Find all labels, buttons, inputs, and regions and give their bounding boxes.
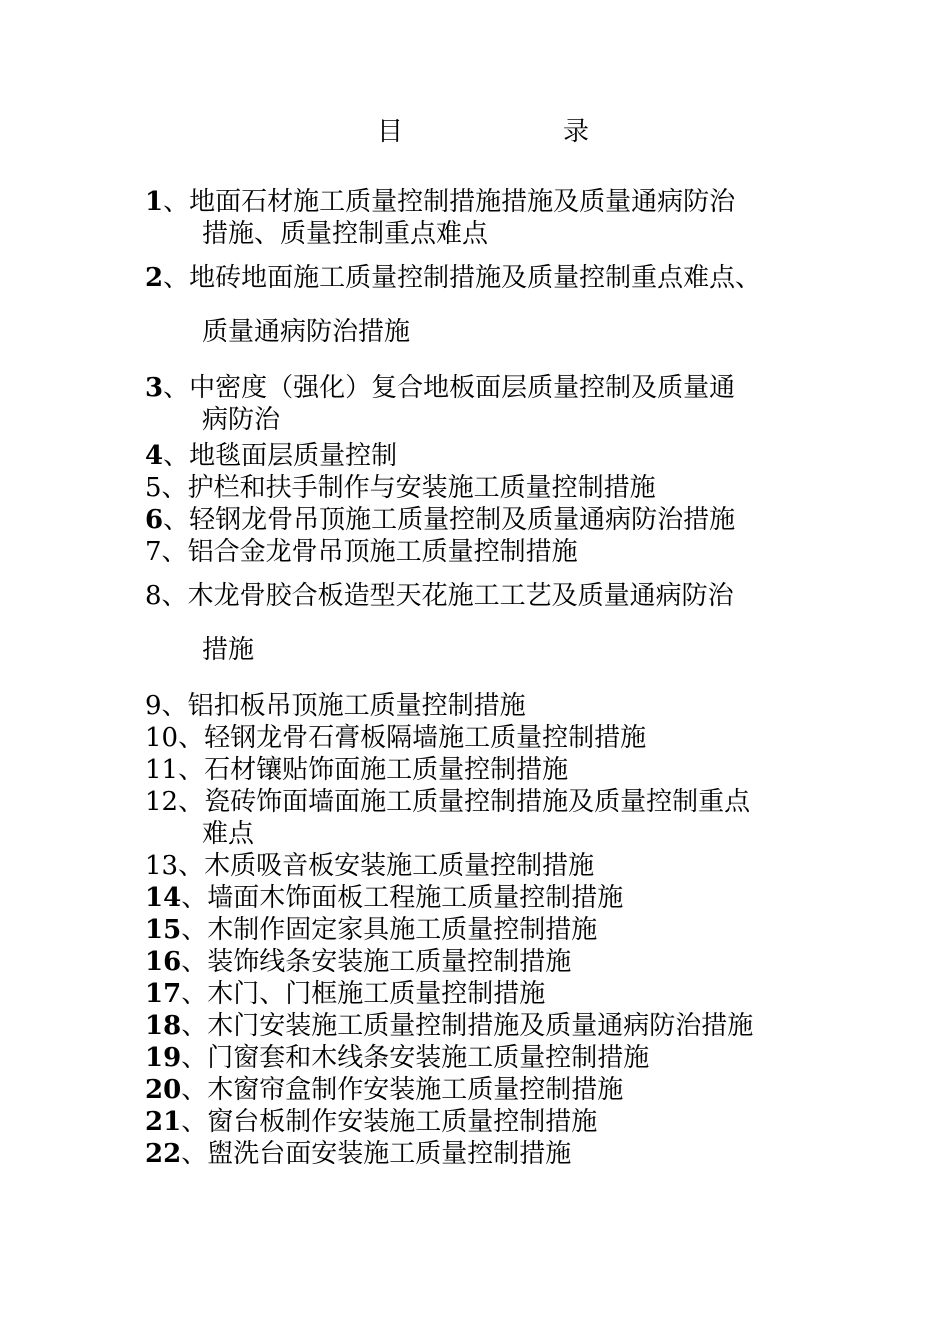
toc-entry-number: 22 xyxy=(145,1139,182,1169)
toc-entry-separator: 、 xyxy=(163,187,190,217)
toc-entry-separator: 、 xyxy=(181,1011,208,1041)
toc-entry-line xyxy=(145,1138,825,1170)
toc-entry-text: 墙面木饰面板工程施工质量控制措施 xyxy=(207,883,624,913)
toc-entry xyxy=(145,786,825,850)
toc-entry-number: 18 xyxy=(145,1011,182,1041)
toc-entry-separator: 、 xyxy=(181,1043,208,1073)
toc-entry-line xyxy=(145,1074,825,1106)
toc-entry-number: 21 xyxy=(145,1107,182,1137)
toc-entry-line xyxy=(145,850,825,882)
toc-entry xyxy=(145,722,825,754)
toc-entry-text: 门窗套和木线条安装施工质量控制措施 xyxy=(207,1043,650,1073)
toc-entry-separator: 、 xyxy=(181,883,208,913)
toc-entry-number: 8 xyxy=(145,581,162,611)
toc-entry xyxy=(145,186,825,250)
toc-entry-line xyxy=(145,440,825,472)
toc-entry-text: 石材镶贴饰面施工质量控制措施 xyxy=(204,755,569,785)
toc-entry xyxy=(145,850,825,882)
toc-entry xyxy=(145,580,825,666)
toc-entry-continuation: 措施、质量控制重点难点 xyxy=(202,219,489,249)
toc-entry-separator: 、 xyxy=(181,915,208,945)
toc-entry-separator: 、 xyxy=(181,947,208,977)
toc-list xyxy=(145,186,825,1170)
toc-entry xyxy=(145,1074,825,1106)
toc-entry-number: 6 xyxy=(145,505,164,535)
toc-entry xyxy=(145,1138,825,1170)
toc-entry xyxy=(145,472,825,504)
toc-entry-text: 护栏和扶手制作与安装施工质量控制措施 xyxy=(187,473,656,503)
toc-entry xyxy=(145,1106,825,1138)
toc-entry-number: 4 xyxy=(145,441,164,471)
toc-entry-number: 16 xyxy=(145,947,182,977)
toc-entry-text: 铝扣板吊顶施工质量控制措施 xyxy=(187,691,526,721)
toc-entry-number: 10 xyxy=(145,723,179,753)
toc-entry xyxy=(145,978,825,1010)
toc-entry-number: 7 xyxy=(145,537,162,567)
toc-entry-text: 轻钢龙骨石膏板隔墙施工质量控制措施 xyxy=(204,723,647,753)
toc-entry-line xyxy=(145,882,825,914)
toc-entry-separator: 、 xyxy=(178,723,205,753)
toc-entry-separator: 、 xyxy=(181,979,208,1009)
toc-entry-line xyxy=(145,186,825,218)
toc-entry-line xyxy=(145,1106,825,1138)
toc-entry-separator: 、 xyxy=(181,1107,208,1137)
toc-entry-number: 15 xyxy=(145,915,182,945)
toc-entry-text: 地砖地面施工质量控制措施及质量控制重点难点、 xyxy=(189,263,762,293)
toc-entry-continuation: 措施 xyxy=(202,635,255,665)
toc-entry xyxy=(145,914,825,946)
toc-entry xyxy=(145,1042,825,1074)
toc-title-right: 录 xyxy=(563,117,590,147)
toc-entry-text: 窗台板制作安装施工质量控制措施 xyxy=(207,1107,598,1137)
toc-entry-number: 14 xyxy=(145,883,182,913)
toc-entry-separator: 、 xyxy=(163,373,190,403)
toc-entry-text: 地毯面层质量控制 xyxy=(189,441,398,471)
toc-entry-line xyxy=(145,722,825,754)
toc-entry-text: 木门、门框施工质量控制措施 xyxy=(207,979,546,1009)
toc-entry-line xyxy=(145,946,825,978)
toc-entry-continuation: 病防治 xyxy=(202,405,281,435)
toc-entry xyxy=(145,536,825,568)
toc-entry-line xyxy=(145,914,825,946)
toc-entry-number: 17 xyxy=(145,979,182,1009)
toc-entry xyxy=(145,504,825,536)
toc-entry-text: 盥洗台面安装施工质量控制措施 xyxy=(207,1139,572,1169)
toc-entry-text: 瓷砖饰面墙面施工质量控制措施及质量控制重点 xyxy=(204,787,751,817)
toc-entry-number: 12 xyxy=(145,787,179,817)
toc-entry xyxy=(145,882,825,914)
toc-entry xyxy=(145,372,825,436)
toc-entry-line xyxy=(145,372,825,404)
toc-entry-separator: 、 xyxy=(178,755,205,785)
toc-title-left: 目 xyxy=(377,117,404,147)
toc-entry-number: 3 xyxy=(145,373,164,403)
toc-entry-number: 5 xyxy=(145,473,162,503)
toc-entry-separator: 、 xyxy=(161,691,188,721)
toc-entry-continuation: 质量通病防治措施 xyxy=(202,317,411,347)
toc-entry-line xyxy=(145,1042,825,1074)
toc-entry-separator: 、 xyxy=(178,787,205,817)
toc-entry-separator: 、 xyxy=(161,473,188,503)
toc-entry-text: 木制作固定家具施工质量控制措施 xyxy=(207,915,598,945)
toc-entry-text: 木门安装施工质量控制措施及质量通病防治措施 xyxy=(207,1011,754,1041)
toc-entry-separator: 、 xyxy=(161,581,188,611)
toc-entry-line xyxy=(145,472,825,504)
toc-entry xyxy=(145,754,825,786)
toc-entry-line xyxy=(145,580,825,612)
toc-entry-separator: 、 xyxy=(161,537,188,567)
toc-title xyxy=(0,112,950,152)
toc-entry-line xyxy=(145,754,825,786)
toc-entry-line xyxy=(145,690,825,722)
toc-entry-line xyxy=(145,786,825,818)
toc-entry-continuation: 难点 xyxy=(202,819,255,849)
toc-entry-text: 地面石材施工质量控制措施措施及质量通病防治 xyxy=(189,187,736,217)
toc-entry-separator: 、 xyxy=(163,263,190,293)
toc-entry xyxy=(145,1010,825,1042)
toc-entry-line xyxy=(145,262,825,294)
toc-entry-number: 13 xyxy=(145,851,179,881)
toc-entry-separator: 、 xyxy=(181,1075,208,1105)
toc-entry-number: 9 xyxy=(145,691,162,721)
toc-entry-separator: 、 xyxy=(181,1139,208,1169)
toc-entry-separator: 、 xyxy=(163,441,190,471)
toc-entry-line xyxy=(145,536,825,568)
toc-entry-text: 轻钢龙骨吊顶施工质量控制及质量通病防治措施 xyxy=(189,505,736,535)
toc-entry-number: 1 xyxy=(145,187,164,217)
toc-entry-number: 11 xyxy=(145,755,179,785)
toc-entry-number: 2 xyxy=(145,263,164,293)
toc-entry-text: 木窗帘盒制作安装施工质量控制措施 xyxy=(207,1075,624,1105)
toc-entry-number: 19 xyxy=(145,1043,182,1073)
toc-entry-text: 铝合金龙骨吊顶施工质量控制措施 xyxy=(187,537,578,567)
toc-entry-text: 中密度（强化）复合地板面层质量控制及质量通 xyxy=(189,373,736,403)
toc-entry-separator: 、 xyxy=(178,851,205,881)
toc-entry-line xyxy=(145,1010,825,1042)
toc-entry xyxy=(145,440,825,472)
toc-entry-separator: 、 xyxy=(163,505,190,535)
toc-entry-line xyxy=(145,504,825,536)
toc-entry-text: 装饰线条安装施工质量控制措施 xyxy=(207,947,572,977)
toc-entry-text: 木龙骨胶合板造型天花施工工艺及质量通病防治 xyxy=(187,581,734,611)
toc-entry-text: 木质吸音板安装施工质量控制措施 xyxy=(204,851,595,881)
toc-entry xyxy=(145,690,825,722)
toc-entry-number: 20 xyxy=(145,1075,182,1105)
toc-entry xyxy=(145,262,825,348)
toc-entry xyxy=(145,946,825,978)
toc-entry-line xyxy=(145,978,825,1010)
